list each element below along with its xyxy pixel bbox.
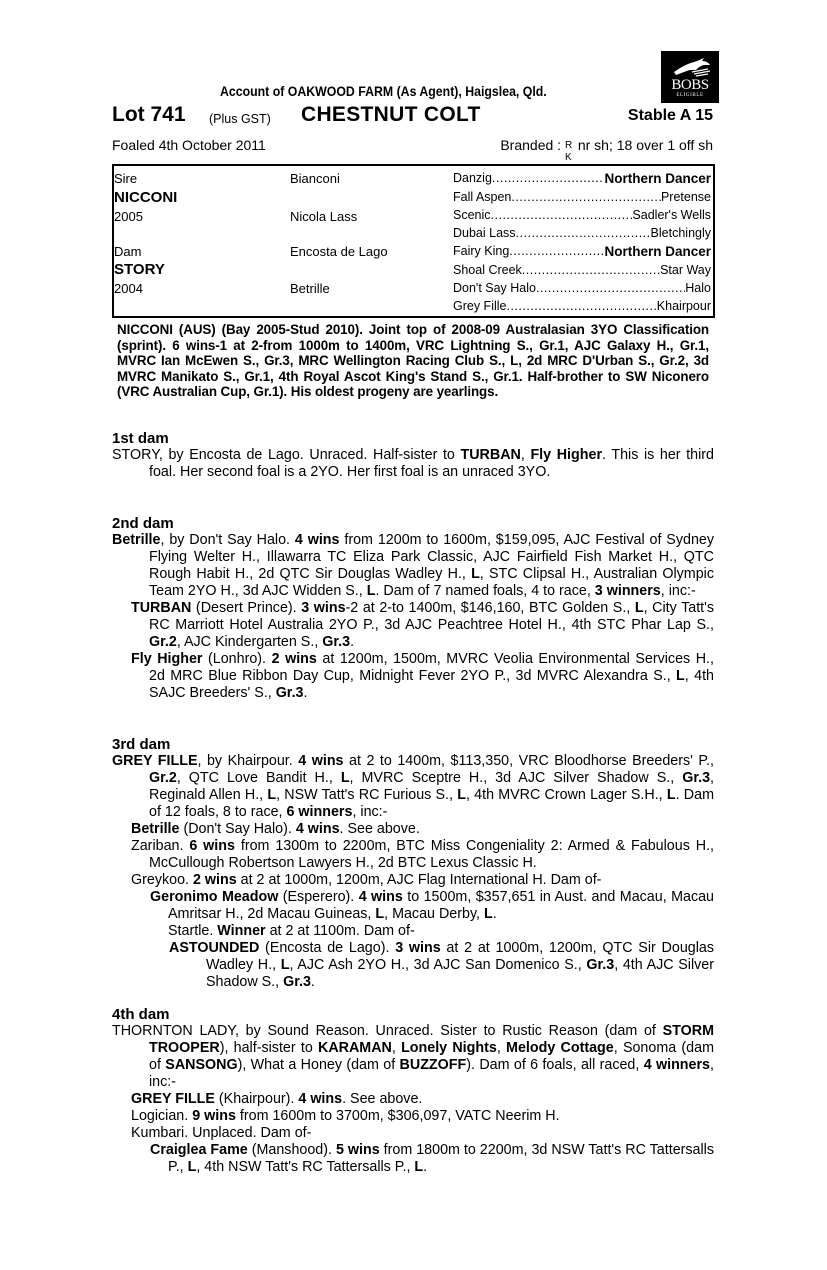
bold-text: 3 winners bbox=[594, 583, 661, 599]
gen3-sire: Pretense bbox=[660, 190, 711, 204]
bold-text: Fly Higher bbox=[131, 651, 203, 667]
text: , City Tatt's RC Marriott Hotel Australia 2YO P., 3d AJC Peachtree Hotel H., 4th STC Phar Lap S., bbox=[149, 600, 715, 633]
text: Zariban. bbox=[131, 838, 190, 854]
gen3-entry bbox=[453, 226, 711, 240]
bold-text: 4 wins bbox=[298, 753, 344, 769]
text: THORNTON LADY, by Sound Reason. Unraced. Sister to Rustic Reason (dam of bbox=[112, 1023, 663, 1039]
bobs-eligible-logo bbox=[661, 51, 719, 103]
gen3-name: Don't Say Halo bbox=[453, 281, 536, 295]
text: . See above. bbox=[339, 821, 420, 837]
text: from 1800m to 2200m, 3d NSW Tatt's RC Tattersalls P., bbox=[168, 1142, 715, 1175]
gen3-entry bbox=[453, 299, 711, 313]
dam-entries bbox=[112, 753, 714, 991]
bold-text: L bbox=[471, 566, 480, 582]
bold-text: L bbox=[676, 668, 685, 684]
gen3-sire: Northern Dancer bbox=[604, 171, 711, 186]
gen3-sire: Khairpour bbox=[656, 299, 711, 313]
text: ). Dam of 6 foals, all raced, bbox=[466, 1057, 644, 1073]
text: . bbox=[350, 634, 355, 650]
dam-name: STORY bbox=[114, 261, 165, 278]
granddam-paternal: Nicola Lass bbox=[290, 209, 358, 224]
dam-entries bbox=[112, 1023, 714, 1176]
grandsire-paternal: Bianconi bbox=[290, 171, 340, 186]
text: . bbox=[303, 685, 308, 701]
bold-text: GREY FILLE bbox=[112, 753, 198, 769]
leader-dots bbox=[536, 281, 685, 295]
text: . bbox=[492, 906, 497, 922]
leader-dots bbox=[491, 208, 633, 222]
gen3-name: Dubai Lass bbox=[453, 226, 516, 240]
text: from 1300m to 2200m, BTC Miss Congeniality 2: Armed & Fabulous H., McCullough Robertson Lawyers H., 2d BTC Lexus Classic H. bbox=[149, 838, 715, 871]
bold-text: Craiglea Fame bbox=[150, 1142, 248, 1158]
bold-text: 4 wins bbox=[294, 532, 340, 548]
section-heading: 1st dam bbox=[112, 430, 169, 447]
text: , STC Clipsal H., Australian Olympic Team 2YO H., 3d AJC Widden S., bbox=[149, 566, 714, 599]
brand-text: nr sh; 18 over 1 off sh bbox=[577, 137, 713, 153]
sire-summary: NICCONI (AUS) (Bay 2005-Stud 2010). Joint top of 2008-09 Australasian 3YO Classification (sprint). 6 wins-1 at 2-from 1000m to 1400m, VRC Lightning S., Gr.1, AJC Galaxy H., Gr.1, MVRC Ian McEwen S., Gr.3, MRC Wellington Racing Club S., L, 2d MRC D'Urban S., Gr.2, 3d MVRC Manikato S., Gr.1, 4th Royal Ascot King's Stand S., Gr.1. Half-brother to SW Niconero (VRC Australian Cup, Gr.1). His oldest progeny are yearlings. bbox=[117, 322, 709, 399]
bold-text: L bbox=[414, 1159, 424, 1175]
text: , bbox=[520, 447, 531, 463]
bold-text: Lonely Nights bbox=[401, 1040, 497, 1056]
bold-text: Winner bbox=[217, 923, 266, 939]
bold-text: Betrille bbox=[112, 532, 161, 548]
bold-text: Gr.3 bbox=[283, 974, 311, 990]
gen3-sire: Halo bbox=[685, 281, 711, 295]
bold-text: L bbox=[267, 787, 277, 803]
bold-text: TURBAN bbox=[131, 600, 192, 616]
dam-entries bbox=[112, 532, 714, 702]
text: (Desert Prince). bbox=[191, 600, 302, 616]
branded-label: Branded : bbox=[500, 137, 562, 153]
text: , 4th AJC Silver Shadow S., bbox=[206, 957, 715, 990]
horse-description: CHESTNUT COLT bbox=[301, 103, 481, 126]
bold-text: TURBAN bbox=[460, 447, 521, 463]
text: , Reginald Allen H., bbox=[149, 770, 715, 803]
bold-text: Gr.3 bbox=[322, 634, 351, 650]
logo-text: BOBS bbox=[671, 77, 709, 93]
leader-dots bbox=[492, 171, 605, 186]
pedigree-entry bbox=[112, 1142, 714, 1176]
leader-dots bbox=[511, 190, 661, 204]
dam-section-1 bbox=[112, 430, 714, 481]
text: (Don't Say Halo). bbox=[179, 821, 296, 837]
text: . This is her third foal. Her second foal is a 2YO. Her first foal is an unraced 3YO. bbox=[149, 447, 714, 480]
text: at 2 at 1100m. Dam of- bbox=[265, 923, 415, 939]
section-heading: 3rd dam bbox=[112, 736, 171, 753]
gen3-entry bbox=[453, 190, 711, 204]
dam-section-3 bbox=[112, 736, 714, 991]
leader-dots bbox=[522, 263, 660, 277]
vendor-account: Account of OAKWOOD FARM (As Agent), Haigslea, Qld. bbox=[220, 83, 547, 99]
pedigree-entry bbox=[112, 753, 714, 821]
gen3-entry bbox=[453, 244, 711, 259]
brand-mark-bottom: K bbox=[564, 152, 572, 163]
bold-text: 9 wins bbox=[192, 1108, 236, 1124]
text: (Lonhro). bbox=[202, 651, 272, 667]
text: . bbox=[310, 974, 315, 990]
text: , bbox=[391, 1040, 402, 1056]
gen3-name: Danzig bbox=[453, 171, 492, 185]
gen3-entry bbox=[453, 171, 711, 186]
text: at 2 at 1000m, 1200m, QTC Sir Douglas Wadley H., bbox=[206, 940, 714, 973]
sire-label: Sire bbox=[114, 171, 138, 186]
text: , by Don't Say Halo. bbox=[160, 532, 295, 548]
bold-text: 6 winners bbox=[286, 804, 353, 820]
text: Logician. bbox=[131, 1108, 193, 1124]
text: , inc:- bbox=[149, 1057, 714, 1090]
text: (Manshood). bbox=[247, 1142, 336, 1158]
text: , QTC Love Bandit H., bbox=[176, 770, 341, 786]
pedigree-entry bbox=[112, 1023, 714, 1091]
pedigree-entry bbox=[112, 447, 714, 481]
bold-text: 2 wins bbox=[192, 872, 237, 888]
gen3-sire: Star Way bbox=[660, 263, 711, 277]
pedigree-entry bbox=[112, 889, 714, 923]
text: ), What a Honey (dam of bbox=[237, 1057, 400, 1073]
text: , inc:- bbox=[660, 583, 696, 599]
dam-label: Dam bbox=[114, 244, 142, 259]
text: -2 at 2-to 1400m, $146,160, BTC Golden S., bbox=[345, 600, 635, 616]
text: (Khairpour). bbox=[214, 1091, 299, 1107]
text: (Esperero). bbox=[278, 889, 359, 905]
text: , AJC Ash 2YO H., 3d AJC San Domenico S., bbox=[289, 957, 587, 973]
text: , Macau Derby, bbox=[384, 906, 484, 922]
bold-text: 5 wins bbox=[335, 1142, 380, 1158]
dam-entries bbox=[112, 447, 714, 481]
sire-name: NICCONI bbox=[114, 189, 178, 206]
horse-icon bbox=[668, 56, 712, 78]
bold-text: 4 wins bbox=[298, 1091, 343, 1107]
stable-location: Stable A 15 bbox=[627, 107, 713, 124]
pedigree-entry bbox=[112, 1091, 714, 1108]
bold-text: Gr.3 bbox=[586, 957, 615, 973]
text: , NSW Tatt's RC Furious S., bbox=[276, 787, 458, 803]
text: from 1600m to 3700m, $306,097, VATC Neerim H. bbox=[235, 1108, 560, 1124]
leader-dots bbox=[516, 226, 651, 240]
bold-text: L bbox=[483, 906, 493, 922]
bold-text: L bbox=[457, 787, 466, 803]
bold-text: L bbox=[280, 957, 290, 973]
text: , inc:- bbox=[352, 804, 388, 820]
bold-text: L bbox=[340, 770, 350, 786]
dam-section-2 bbox=[112, 515, 714, 702]
bold-text: GREY FILLE bbox=[131, 1091, 215, 1107]
gen3-sire: Sadler's Wells bbox=[632, 208, 711, 222]
bold-text: Gr.3 bbox=[682, 770, 711, 786]
bold-text: STORM TROOPER bbox=[149, 1023, 714, 1056]
section-heading: 4th dam bbox=[112, 1006, 170, 1023]
brand-mark-top: R bbox=[564, 140, 573, 151]
pedigree-entry bbox=[112, 651, 714, 702]
gen3-entry bbox=[453, 281, 711, 295]
text: , 4th NSW Tatt's RC Tattersalls P., bbox=[196, 1159, 415, 1175]
text: at 2 at 1000m, 1200m, AJC Flag International H. Dam of- bbox=[236, 872, 602, 888]
bold-text: L bbox=[666, 787, 676, 803]
brand-info bbox=[500, 137, 713, 163]
text: , AJC Kindergarten S., bbox=[176, 634, 323, 650]
bold-text: Betrille bbox=[131, 821, 180, 837]
lot-header bbox=[112, 103, 713, 129]
granddam-maternal: Betrille bbox=[290, 281, 330, 296]
pedigree-entry bbox=[112, 532, 714, 600]
logo-subtext: ELIGIBLE bbox=[676, 93, 704, 98]
gen3-name: Grey Fille bbox=[453, 299, 507, 313]
dam-year: 2004 bbox=[114, 281, 143, 296]
bold-text: Gr.2 bbox=[149, 770, 177, 786]
bold-text: Melody Cottage bbox=[506, 1040, 614, 1056]
leader-dots bbox=[506, 299, 656, 313]
bold-text: Fly Higher bbox=[530, 447, 603, 463]
text: Startle. bbox=[168, 923, 218, 939]
text: , 4th SAJC Breeders' S., bbox=[149, 668, 714, 701]
text: ), half-sister to bbox=[219, 1040, 318, 1056]
bold-text: Gr.2 bbox=[149, 634, 177, 650]
bold-text: ASTOUNDED bbox=[169, 940, 260, 956]
text: at 1200m, 1500m, MVRC Veolia Environmental Services H., 2d MRC Blue Ribbon Day Cup, Midnight Fever 2YO P., 3d MVRC Alexandra S., bbox=[149, 651, 714, 684]
text: Greykoo. bbox=[131, 872, 193, 888]
pedigree-entry bbox=[112, 1125, 714, 1142]
sire-year: 2005 bbox=[114, 209, 143, 224]
text: Kumbari. Unplaced. Dam of- bbox=[131, 1125, 312, 1141]
bold-text: 4 winners bbox=[643, 1057, 711, 1073]
text: , Sonoma (dam of bbox=[149, 1040, 714, 1073]
leader-dots bbox=[509, 244, 604, 259]
bold-text: L bbox=[634, 600, 644, 616]
bold-text: L bbox=[187, 1159, 197, 1175]
pedigree-entry bbox=[112, 600, 714, 651]
gen3-entry bbox=[453, 263, 711, 277]
text: . bbox=[423, 1159, 428, 1175]
text: . See above. bbox=[342, 1091, 423, 1107]
bold-text: L bbox=[375, 906, 385, 922]
text: , MVRC Sceptre H., 3d AJC Silver Shadow S., bbox=[349, 770, 683, 786]
text: . Dam of 12 foals, 8 to race, bbox=[149, 787, 714, 820]
pedigree-entry bbox=[112, 923, 714, 940]
bold-text: 4 wins bbox=[358, 889, 403, 905]
bold-text: BUZZOFF bbox=[399, 1057, 467, 1073]
text: (Encosta de Lago). bbox=[259, 940, 396, 956]
bold-text: Gr.3 bbox=[275, 685, 304, 701]
bold-text: 3 wins bbox=[301, 600, 346, 616]
bold-text: SANSONG bbox=[165, 1057, 238, 1073]
text: . Dam of 7 named foals, 4 to race, bbox=[375, 583, 595, 599]
text: STORY, by Encosta de Lago. Unraced. Half-sister to bbox=[112, 447, 461, 463]
pedigree-entry bbox=[112, 872, 714, 889]
gen3-name: Shoal Creek bbox=[453, 263, 522, 277]
foaled-date: Foaled 4th October 2011 bbox=[112, 137, 266, 153]
text: , by Khairpour. bbox=[197, 753, 299, 769]
text: at 2 to 1400m, $113,350, VRC Bloodhorse Breeders' P., bbox=[343, 753, 715, 769]
lot-number: Lot 741 bbox=[112, 103, 186, 126]
section-heading: 2nd dam bbox=[112, 515, 174, 532]
plus-gst-note: (Plus GST) bbox=[209, 112, 271, 126]
gen3-sire: Northern Dancer bbox=[604, 244, 711, 259]
gen3-name: Fall Aspen bbox=[453, 190, 512, 204]
pedigree-entry bbox=[112, 940, 714, 991]
pedigree-table bbox=[112, 164, 715, 318]
gen3-entry bbox=[453, 208, 711, 222]
gen3-sire: Bletchingly bbox=[650, 226, 711, 240]
bold-text: 3 wins bbox=[395, 940, 441, 956]
gen3-name: Fairy King bbox=[453, 244, 510, 258]
bold-text: Geronimo Meadow bbox=[150, 889, 279, 905]
bold-text: 6 wins bbox=[189, 838, 235, 854]
pedigree-entry bbox=[112, 821, 714, 838]
text: to 1500m, $357,651 in Aust. and Macau, Macau Amritsar H., 2d Macau Guineas, bbox=[168, 889, 715, 922]
pedigree-entry bbox=[112, 1108, 714, 1125]
bold-text: L bbox=[366, 583, 376, 599]
text: , bbox=[496, 1040, 507, 1056]
dam-section-4 bbox=[112, 1006, 714, 1176]
bold-text: KARAMAN bbox=[318, 1040, 392, 1056]
gen3-name: Scenic bbox=[453, 208, 491, 222]
text: from 1200m to 1600m, $159,095, AJC Festival of Sydney Flying Welter H., Illawarra TC Eliza Park Classic, AJC Fairfield Fish Market H., QTC Rough Habit H., 2d QTC Sir Douglas Wadley H., bbox=[149, 532, 714, 582]
bold-text: 4 wins bbox=[295, 821, 340, 837]
pedigree-entry bbox=[112, 838, 714, 872]
bold-text: 2 wins bbox=[271, 651, 317, 667]
grandsire-maternal: Encosta de Lago bbox=[290, 244, 388, 259]
text: , 4th MVRC Crown Lager S.H., bbox=[465, 787, 667, 803]
